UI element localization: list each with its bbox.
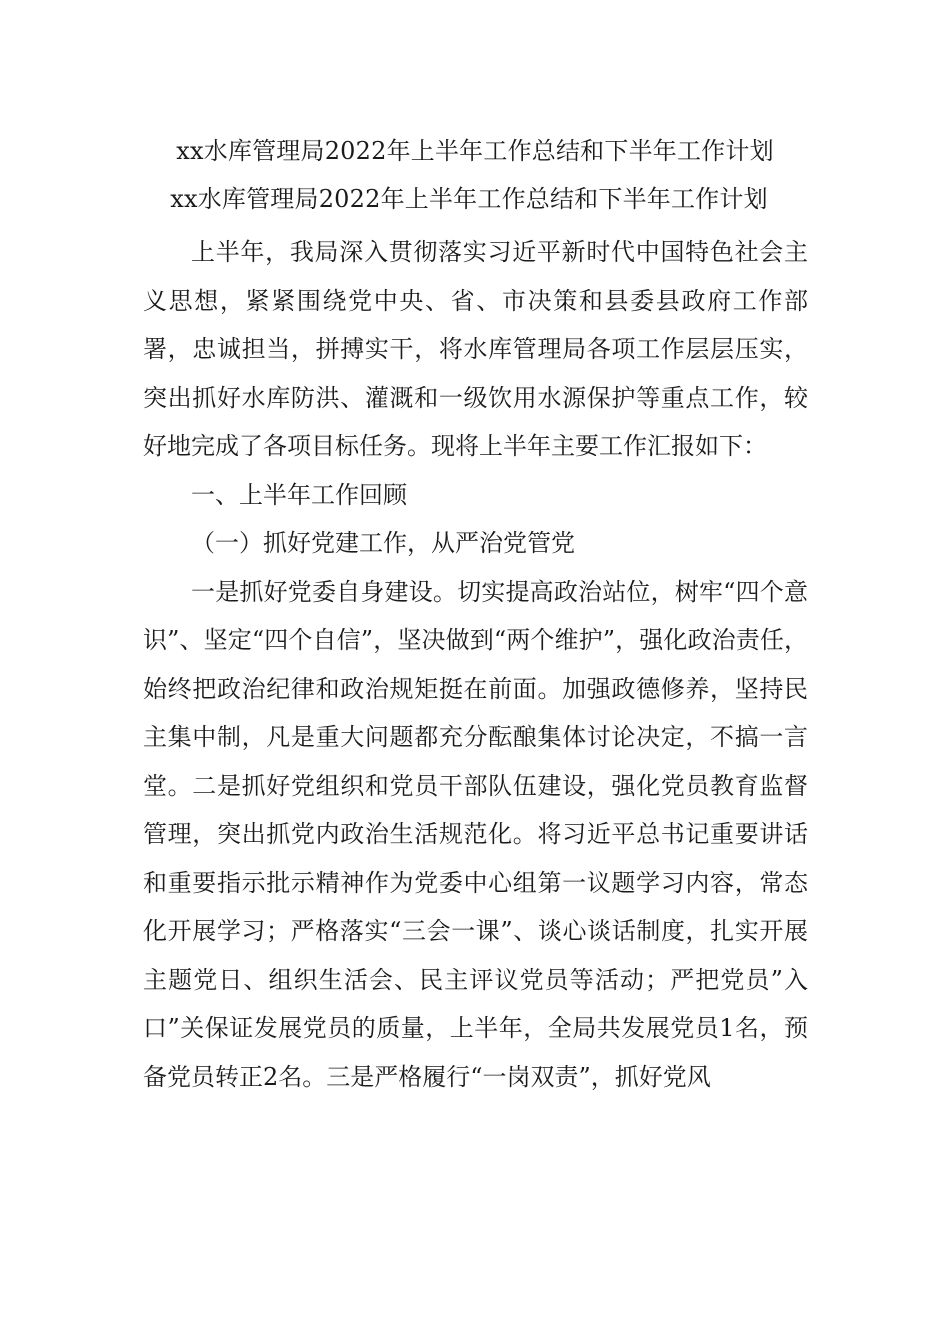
subsection-heading-1: （一）抓好党建工作，从严治党管党	[191, 529, 575, 557]
body-paragraph-1: 一是抓好党委自身建设。切实提高政治站位，树牢“四个意识”、坚定“四个自信”，坚决做到“两个维护”，强化政治责任，始终把政治纪律和政治规矩挺在前面。加强政德修养，坚持民主集中制，凡是重大问题都充分酝酿集体讨论决定，不搞一言堂。二是抓好党组织和党员干部队伍建设，强化党员教育监督管理，突出抓党内政治生活规范化。将习近平总书记重要讲话和重要指示批示精神作为党委中心组第一议题学习内容，常态化开展学习；严格落实“三会一课”、谈心谈话制度，扎实开展主题党日、组织生活会、民主评议党员等活动；严把党员”入口”关保证发展党员的质量，上半年，全局共发展党员1名，预备党员转正2名。三是严格履行“一岗双责”，抓好党风	[143, 577, 808, 1091]
section-heading-1: 一、上半年工作回顾	[191, 480, 407, 509]
intro-paragraph: 上半年，我局深入贯彻落实习近平新时代中国特色社会主义思想，紧紧围绕党中央、省、市决策和县委县政府工作部署，忠诚担当，拼搏实干，将水库管理局各项工作层层压实，突出抓好水库防洪、灌溉和一级饮用水源保护等重点工作，较好地完成了各项目标任务。现将上半年主要工作汇报如下：	[143, 238, 808, 460]
document-title-line-2: xx水库管理局2022年上半年工作总结和下半年工作计划	[170, 185, 768, 213]
document-body	[143, 228, 808, 1101]
document-title-line-1: xx水库管理局2022年上半年工作总结和下半年工作计划	[176, 137, 774, 165]
